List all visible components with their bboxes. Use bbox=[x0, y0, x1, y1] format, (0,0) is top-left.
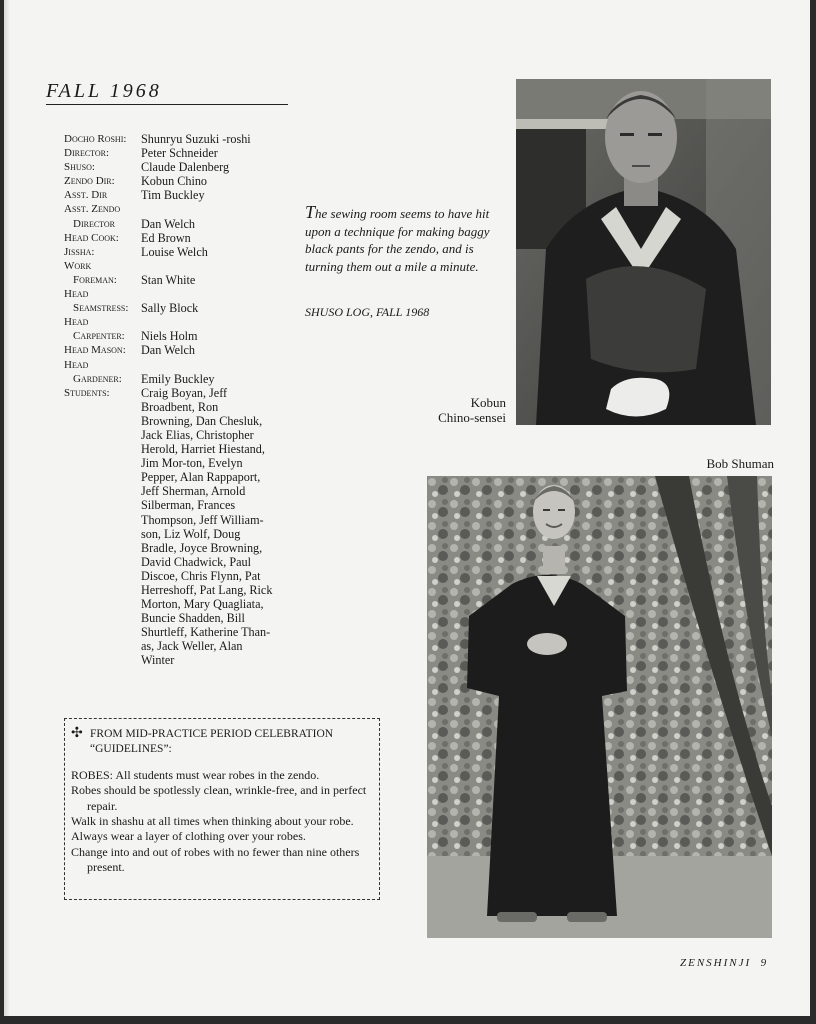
student-names-line: Silberman, Frances bbox=[141, 498, 236, 513]
photo-kobun-chino bbox=[516, 79, 771, 425]
student-names-line: son, Liz Wolf, Doug bbox=[141, 526, 241, 541]
staff-row bbox=[64, 386, 291, 400]
staff-row bbox=[64, 259, 291, 273]
staff-row bbox=[64, 301, 291, 315]
student-names-line: Browning, Dan Chesluk, bbox=[141, 413, 263, 428]
photo-caption-bob-shuman: Bob Shuman bbox=[706, 456, 774, 471]
quote-text: he sewing room seems to have hit upon a technique for making baggy black pants for the zendo, and is turning them out a mile a minute. bbox=[305, 206, 490, 274]
staff-role: Head bbox=[64, 288, 89, 301]
student-names-line: Buncie Shadden, Bill bbox=[141, 611, 245, 626]
caption-line: Kobun bbox=[470, 395, 506, 410]
staff-row bbox=[64, 132, 291, 146]
caption-line: Chino-sensei bbox=[438, 410, 506, 425]
staff-role: Shuso: bbox=[64, 161, 95, 174]
student-names-line: Shurtleff, Katherine Than- bbox=[141, 625, 271, 640]
staff-name: Sally Block bbox=[141, 301, 199, 316]
staff-name bbox=[141, 315, 291, 329]
staff-name: Stan White bbox=[141, 272, 196, 287]
staff-row bbox=[64, 343, 291, 357]
pull-quote bbox=[305, 204, 500, 275]
student-names-line: David Chadwick, Paul bbox=[141, 554, 252, 569]
staff-role: Carpenter: bbox=[73, 330, 125, 343]
staff-row bbox=[64, 287, 291, 301]
student-names-line: Pepper, Alan Rappaport, bbox=[141, 470, 261, 485]
page-footer bbox=[680, 957, 768, 969]
staff-name: Emily Buckley bbox=[141, 371, 215, 386]
page-title: FALL 1968 bbox=[46, 80, 288, 105]
staff-name: Dan Welch bbox=[141, 343, 195, 358]
staff-row bbox=[64, 231, 291, 245]
student-names-line: as, Jack Weller, Alan bbox=[141, 639, 243, 654]
staff-name: Claude Dalenberg bbox=[141, 160, 230, 175]
staff-name: Niels Holm bbox=[141, 329, 198, 344]
staff-role: Seamstress: bbox=[73, 302, 129, 315]
staff-row bbox=[64, 188, 291, 202]
staff-name bbox=[141, 358, 291, 372]
staff-name: Tim Buckley bbox=[141, 188, 205, 203]
staff-name bbox=[141, 259, 291, 273]
staff-role: Head Mason: bbox=[64, 344, 126, 357]
staff-name: Louise Welch bbox=[141, 244, 208, 259]
page-binding-edge bbox=[4, 0, 10, 1016]
staff-row bbox=[64, 160, 291, 174]
staff-list bbox=[64, 132, 291, 668]
student-names-line: Broadbent, Ron bbox=[141, 399, 219, 414]
guidelines-rules bbox=[71, 768, 373, 876]
staff-name: Dan Welch bbox=[141, 216, 195, 231]
staff-role: Head Cook: bbox=[64, 231, 119, 244]
staff-row bbox=[64, 372, 291, 386]
student-names-line: Thompson, Jeff William- bbox=[141, 512, 264, 527]
publication-name: ZENSHINJI bbox=[680, 957, 752, 969]
staff-role: Head bbox=[64, 358, 89, 371]
staff-role: Director bbox=[73, 217, 116, 230]
guidelines-box bbox=[64, 718, 380, 900]
staff-name: Shunryu Suzuki -roshi bbox=[141, 132, 251, 146]
quote-source: SHUSO LOG, FALL 1968 bbox=[305, 305, 430, 319]
staff-row bbox=[64, 217, 291, 231]
staff-row bbox=[64, 358, 291, 372]
quote-drop-cap: T bbox=[305, 202, 316, 222]
student-names-line: Jeff Sherman, Arnold bbox=[141, 484, 246, 499]
staff-row bbox=[64, 174, 291, 188]
staff-role: Gardener: bbox=[73, 372, 122, 385]
photo-bob-shuman bbox=[427, 476, 772, 938]
staff-role: Docho Roshi: bbox=[64, 133, 127, 145]
student-names-line: Jack Elias, Christopher bbox=[141, 427, 254, 442]
staff-name: Kobun Chino bbox=[141, 174, 208, 189]
guideline-rule: Robes should be spotlessly clean, wrinkle-free, and in perfect repair. bbox=[71, 783, 367, 813]
student-names-line: Herreshoff, Pat Lang, Rick bbox=[141, 583, 273, 597]
staff-name: Peter Schneider bbox=[141, 146, 218, 161]
guidelines-heading-line: FROM MID-PRACTICE PERIOD CELEBRATION bbox=[90, 728, 334, 740]
student-names-line: Herold, Harriet Hiestand, bbox=[141, 442, 265, 457]
staff-row bbox=[64, 146, 291, 160]
staff-role: Head bbox=[64, 316, 89, 329]
staff-role: Zendo Dir: bbox=[64, 175, 115, 188]
staff-row bbox=[64, 273, 291, 287]
student-names-line: Bradle, Joyce Browning, bbox=[141, 540, 263, 555]
staff-row bbox=[64, 202, 291, 216]
guidelines-heading bbox=[71, 727, 373, 758]
student-names-line: Discoe, Chris Flynn, Pat bbox=[141, 568, 261, 583]
student-names-line: Jim Mor-ton, Evelyn bbox=[141, 456, 243, 471]
guideline-rule: Always wear a layer of clothing over your robes. bbox=[71, 829, 306, 844]
staff-role: Work bbox=[64, 259, 92, 272]
guideline-rule: Change into and out of robes with no fewer than nine others present. bbox=[71, 844, 360, 875]
guideline-rule: Walk in shashu at all times when thinking about your robe. bbox=[71, 814, 354, 829]
page-number: 9 bbox=[760, 957, 769, 969]
student-names-line: Morton, Mary Quagliata, bbox=[141, 597, 264, 612]
staff-row bbox=[64, 329, 291, 343]
staff-role: Director: bbox=[64, 147, 110, 160]
guideline-rule: ROBES: All students must wear robes in the zendo. bbox=[71, 767, 320, 782]
guidelines-heading-line: “GUIDELINES”: bbox=[90, 743, 172, 756]
photo-caption-kobun bbox=[404, 395, 506, 425]
staff-role: Asst. Dir bbox=[64, 189, 108, 202]
staff-row bbox=[64, 315, 291, 329]
student-names-line: Winter bbox=[141, 653, 175, 668]
magazine-page bbox=[4, 0, 810, 1016]
staff-role: Jissha: bbox=[64, 245, 95, 258]
staff-name: Ed Brown bbox=[141, 230, 191, 245]
staff-name: Craig Boyan, Jeff bbox=[141, 385, 228, 400]
staff-row bbox=[64, 245, 291, 259]
staff-role: Students: bbox=[64, 386, 110, 399]
staff-name bbox=[141, 202, 291, 216]
staff-role: Foreman: bbox=[73, 273, 117, 286]
staff-name bbox=[141, 287, 291, 301]
ornament-icon: ✣ bbox=[71, 726, 83, 741]
staff-role: Asst. Zendo bbox=[64, 203, 121, 216]
